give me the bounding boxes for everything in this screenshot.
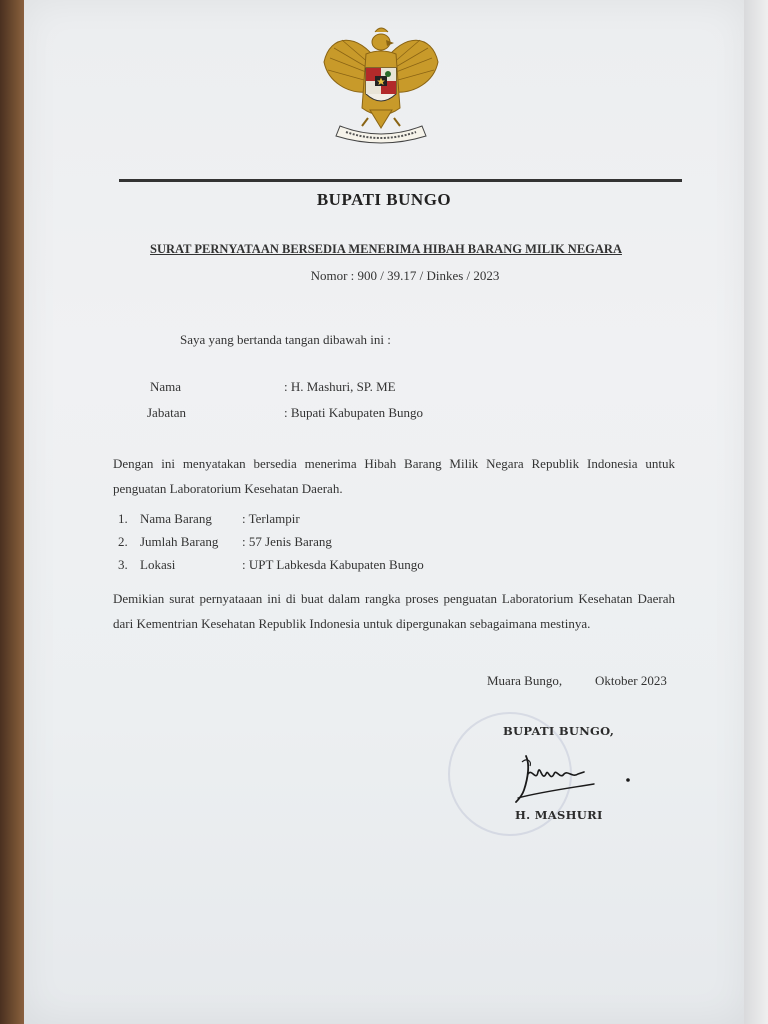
item-number: 3. (118, 557, 128, 572)
document-number: Nomor : 900 / 39.17 / Dinkes / 2023 (310, 268, 500, 283)
statement-paragraph: Dengan ini menyatakan bersedia menerima Hibah Barang Milik Negara Republik Indonesia untuk penguatan Laboratorium Kesehatan Daerah. (113, 456, 675, 496)
letterhead-heading: BUPATI BUNGO (316, 190, 452, 209)
intro-text: Saya yang bertanda tangan dibawah ini : (180, 332, 391, 347)
signatory-name: H. MASHURI (515, 808, 603, 822)
identity-label-name: Nama (150, 379, 182, 394)
document-title: SURAT PERNYATAAN BERSEDIA MENERIMA HIBAH BARANG MILIK NEGARA (150, 242, 622, 256)
item-value: : 57 Jenis Barang (242, 534, 332, 549)
signing-date: Oktober 2023 (595, 673, 667, 688)
identity-label-position: Jabatan (147, 405, 186, 420)
signing-place: Muara Bungo, (487, 673, 563, 688)
item-label: Lokasi (140, 557, 176, 572)
header-rule (119, 179, 682, 182)
garuda-emblem-icon (318, 22, 444, 146)
item-number: 2. (118, 534, 128, 549)
item-number: 1. (118, 511, 128, 526)
item-value: : Terlampir (242, 511, 300, 526)
identity-value-position: : Bupati Kabupaten Bungo (284, 405, 424, 420)
handwritten-signature (510, 752, 640, 808)
closing-paragraph: Demikian surat pernyataaan ini di buat dalam rangka proses penguatan Laboratorium Kesehatan Daerah dari Kementrian Kesehatan Republik Indonesia untuk dipergunakan sebagaimana mestinya. (113, 591, 675, 631)
item-label: Jumlah Barang (140, 534, 219, 549)
item-value: : UPT Labkesda Kabupaten Bungo (242, 557, 424, 572)
signatory-title: BUPATI BUNGO, (503, 724, 615, 738)
item-label: Nama Barang (140, 511, 212, 526)
identity-value-name: : H. Mashuri, SP. ME (284, 379, 396, 394)
